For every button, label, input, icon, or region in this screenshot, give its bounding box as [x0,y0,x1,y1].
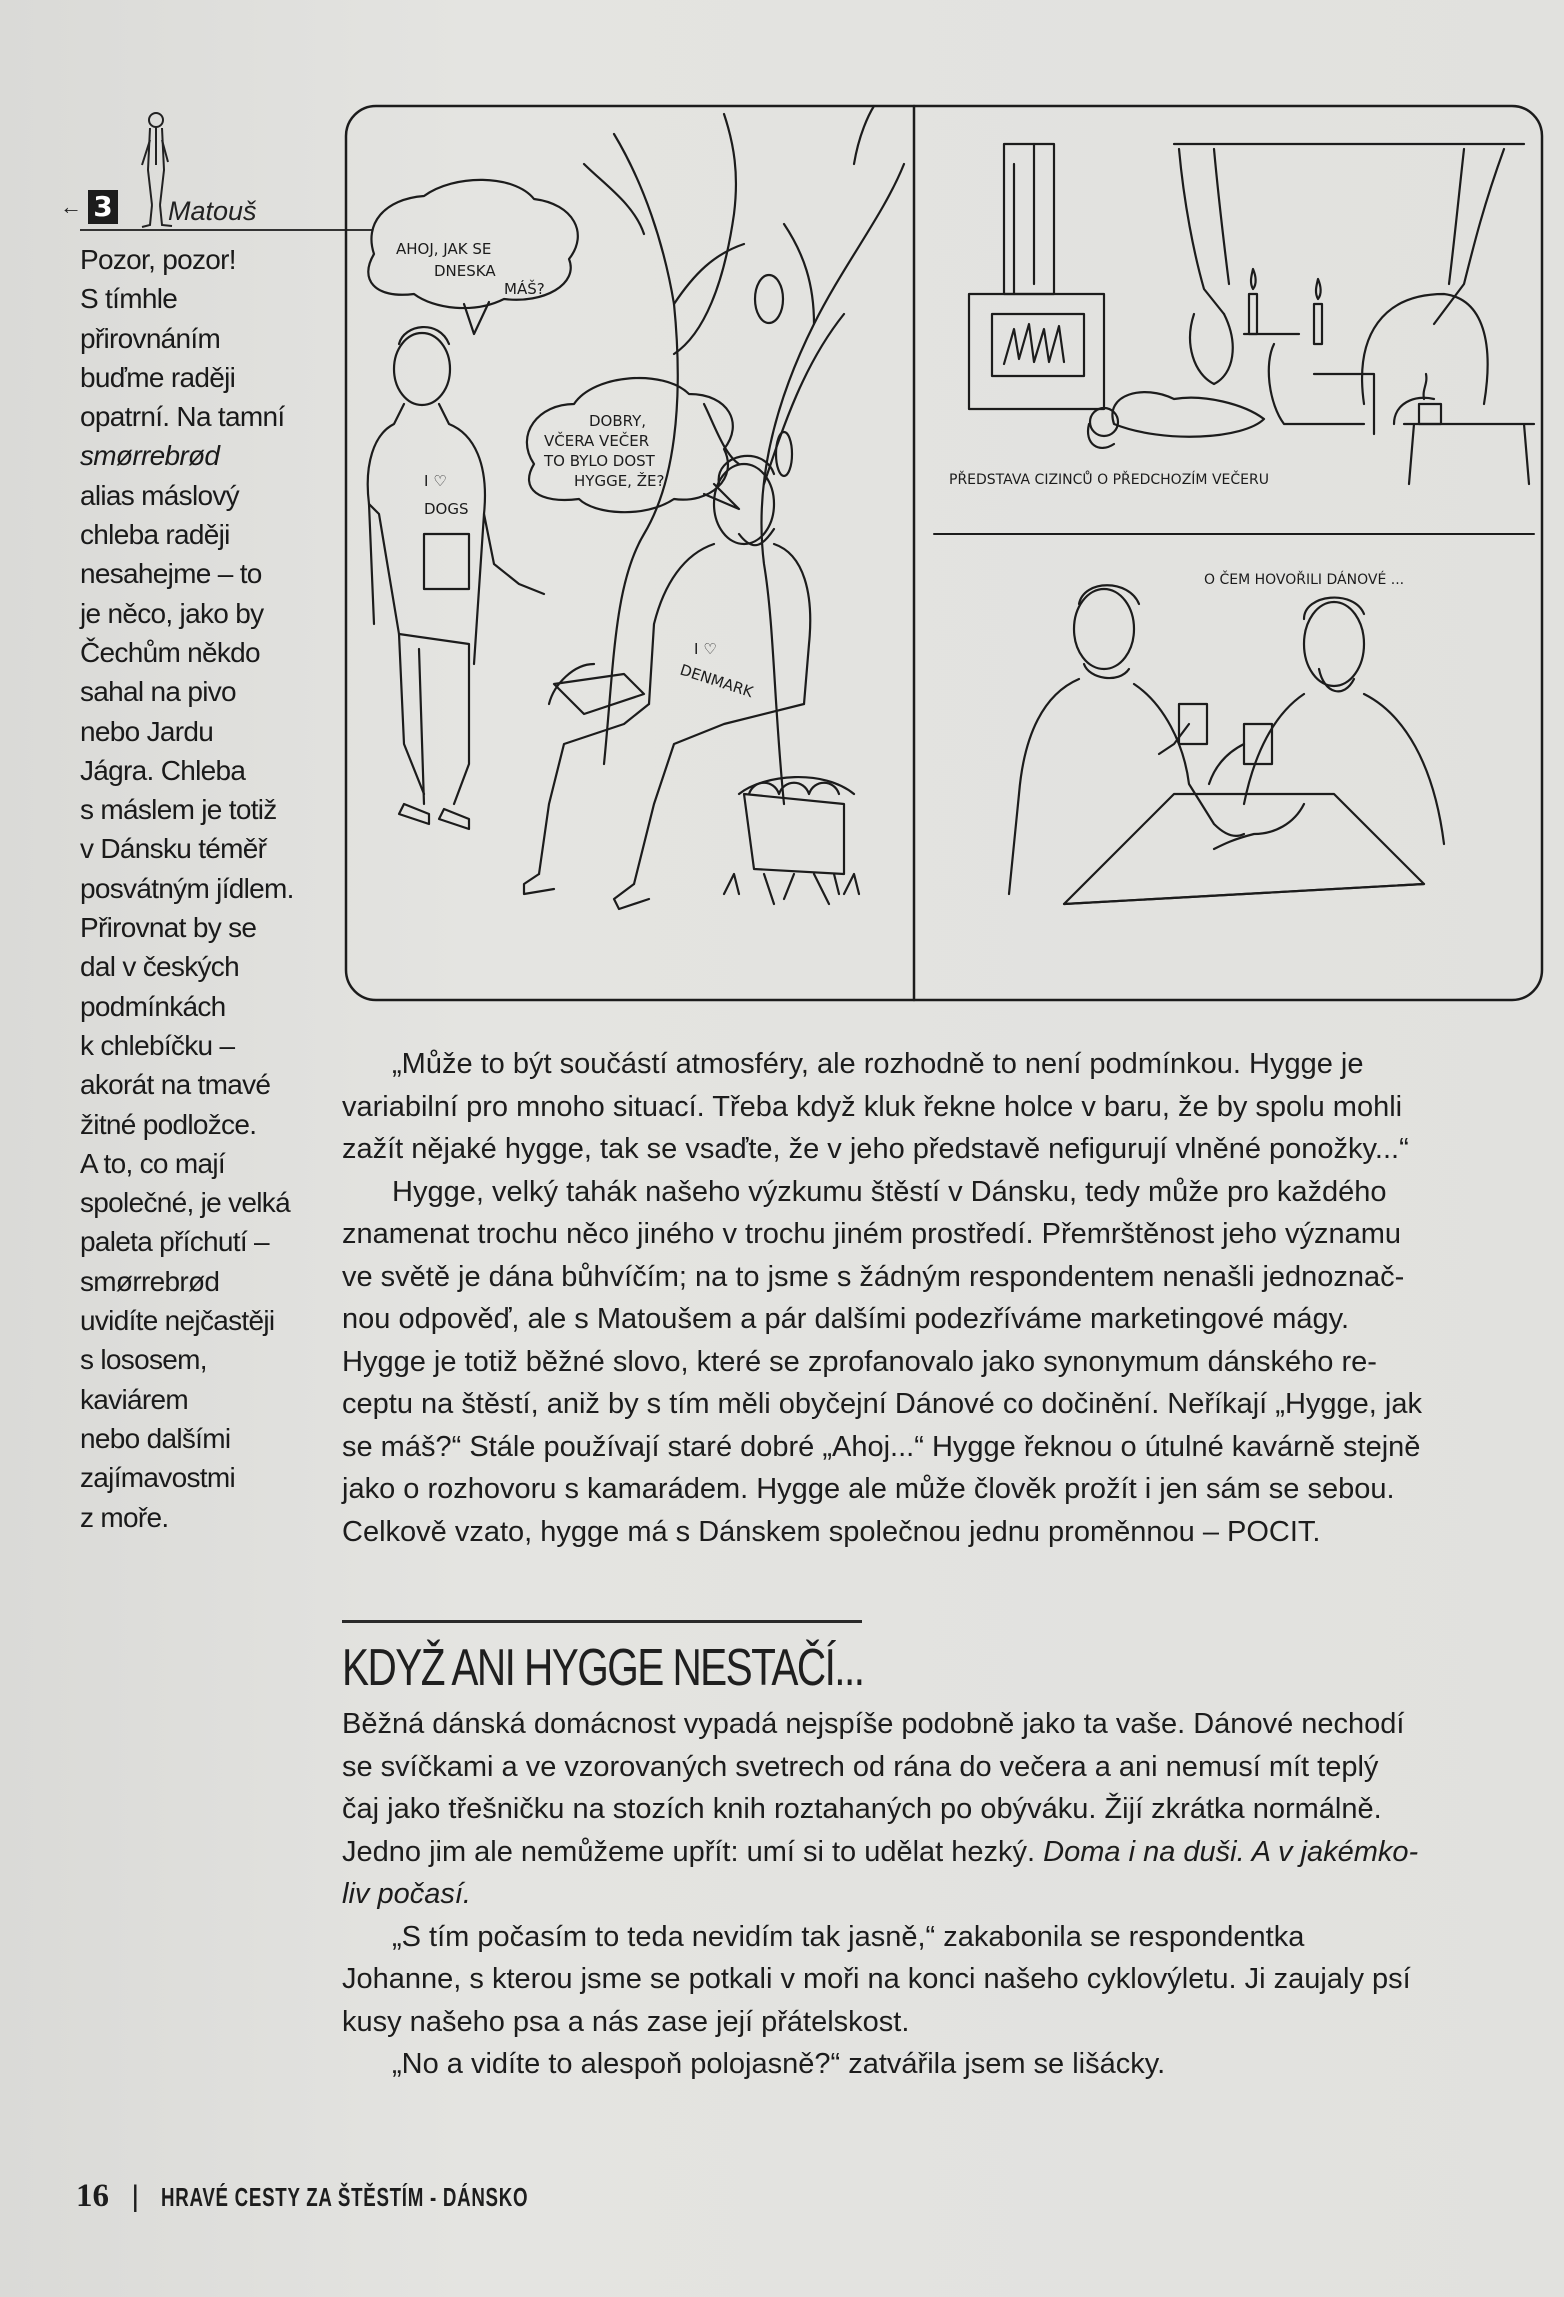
comic-caption-bottom: O ČEM HOVOŘILI DÁNOVÉ ... [1204,572,1405,588]
paragraph-line: variabilní pro mnoho situací. Třeba když kluk řekne holce v baru, že by spolu mohli [342,1090,1403,1123]
paragraph-line: Běžná dánská domácnost vypadá nejspíše podobně jako ta vaše. Dánové nechodí [342,1708,1405,1740]
bubble-right-line: DOBRY, [589,412,647,430]
sidebar-line: opatrní. Na tamní [80,401,285,433]
sidebar-line: společné, je velká [80,1187,290,1219]
sidebar-line: nesahejme – to [80,558,262,590]
paragraph-line: ve světě je dána bůhvíčím; na to jsme s žádným respondentem nenašli jednoznač- [342,1260,1405,1293]
sidebar-line: posvátným jídlem. [80,872,294,904]
paragraph-line [342,1831,1532,1874]
sidebar-header [60,110,320,230]
sidebar-line: k chlebíčku – [80,1029,235,1061]
sidebar-line: sahal na pivo [80,676,236,708]
paragraph-line: se svíčkami a ve vzorovaných svetrech od rána do večera a ani nemusí mít teplý [342,1750,1379,1783]
shirt-left-text: DOGS [424,500,469,518]
shirt-right-text: DENMARK [677,660,756,702]
sidebar-line: A to, co mají [80,1147,225,1179]
paragraph-line: Celkově vzato, hygge má s Dánskem společnou jednu proměnnou – POCIT. [342,1515,1321,1548]
heading-rule [342,1620,862,1623]
sidebar-line: žitné podložce. [80,1108,257,1140]
bubble-left-line: DNESKA [434,262,496,280]
footer-separator: | [131,2180,140,2213]
sidebar-rule [80,229,372,231]
sidebar-line: paleta příchutí – [80,1226,269,1258]
running-title: HRAVÉ CESTY ZA ŠTĚSTÍM - DÁNSKO [161,2182,529,2212]
sidebar-line: smørrebrød [80,1265,220,1297]
comic-illustration [344,104,1544,1004]
paragraph-line: čaj jako třešničku na stozích knih roztahaných po obýváku. Žijí zkrátka normálně. [342,1793,1382,1825]
sidebar-line: kaviárem [80,1383,188,1415]
section-heading: KDYŽ ANI HYGGE NESTAČÍ... [342,1639,864,1697]
paragraph-line: se máš?“ Stále používají staré dobré „Ahoj...“ Hygge řeknou o útulné kavárně stejně [342,1430,1421,1463]
sidebar-line: z moře. [80,1501,169,1533]
sidebar-line: akorát na tmavé [80,1069,271,1101]
paragraph-line: Johanne, s kterou jsme se potkali v moři na konci našeho cyklovýletu. Ji zaujaly psí [342,1963,1411,1995]
sidebar-line: přirovnáním [80,322,221,354]
sidebar-line: s máslem je totiž [80,794,277,826]
comic-caption-top: PŘEDSTAVA CIZINCŮ O PŘEDCHOZÍM VEČERU [949,472,1269,488]
sidebar-line: S tímhle [80,283,178,315]
sidebar-line: v Dánsku téměř [80,833,267,865]
sidebar-line: s lososem, [80,1344,207,1376]
bubble-right-line: VČERA VEČER [544,432,650,450]
sidebar-line: uvidíte nejčastěji [80,1305,275,1337]
sidebar-line: dal v českých [80,951,239,983]
paragraph-line: ceptu na štěstí, aniž by s tím měli obyčejní Dánové co dočinění. Neříkají „Hygge, jak [342,1388,1422,1420]
bubble-right-line: HYGGE, ŽE? [574,472,665,490]
sidebar-note [60,110,320,1533]
paragraph-line: jako o rozhovoru s kamarádem. Hygge ale může člověk prožít i jen sám se sebou. [342,1473,1395,1505]
sidebar-line: Jágra. Chleba [80,754,246,786]
paragraph-line: „No a vidíte to alespoň polojasně?“ zatvářila jsem se lišácky. [392,2048,1166,2080]
bubble-right-line: TO BYLO DOST [544,452,655,470]
paragraph-line: „Může to být součástí atmosféry, ale rozhodně to není podmínkou. Hygge je [392,1048,1364,1080]
paragraph-line: znamenat trochu něco jiného v trochu jiném prostředí. Přemrštěnost jeho významu [342,1218,1402,1250]
page-number: 16 [76,2178,109,2214]
paragraph-fragment-italic: Doma i na duši. A v jakémko- [1043,1835,1419,1868]
sidebar-line: buďme raději [80,361,236,393]
bubble-left-line: AHOJ, JAK SE [396,240,492,258]
paragraph-fragment: Jedno jim ale nemůžeme upřít: umí si to udělat hezký. [342,1835,1044,1868]
sidebar-line: Čechům někdo [80,636,260,668]
paragraph-line: Hygge, velký tahák našeho výzkumu štěstí v Dánsku, tedy může pro každého [392,1175,1387,1208]
paragraph-line: liv počasí. [342,1878,471,1910]
bubble-left-line: MÁŠ? [504,280,545,298]
shirt-left-text: I ♡ [424,472,447,490]
paragraph-line: Hygge je totiž běžné slovo, které se zprofanovalo jako synonymum dánského re- [342,1345,1377,1378]
sidebar-line: nebo dalšími [80,1422,231,1454]
paragraph-line: nou odpověď, ale s Matoušem a pár dalšími podezříváme marketingové mágy. [342,1303,1350,1335]
sidebar-line: Přirovnat by se [80,912,257,944]
sidebar-line: je něco, jako by [80,597,264,629]
sidebar-line: chleba raději [80,519,230,551]
sidebar-line: nebo Jardu [80,715,214,747]
sidebar-line: smørrebrød [80,440,220,472]
paragraph-line: kusy našeho psa a nás zase její přátelskost. [342,2005,910,2038]
paragraph-line: zažít nějaké hygge, tak se vsaďte, že v jeho představě nefigurují vlněné ponožky...“ [342,1133,1409,1165]
sidebar-author-name: Matouš [168,196,257,226]
arrow-left-icon: ← [60,194,82,219]
body-text-block-2 [342,1703,1532,2086]
sidebar-line: alias máslový [80,479,239,511]
sidebar-line: zajímavostmi [80,1462,235,1494]
body-text-block [342,1043,1532,1553]
sidebar-text [80,240,380,1537]
sidebar-number-badge: 3 [88,190,118,224]
shirt-right-text: I ♡ [694,640,717,658]
paragraph-line: „S tím počasím to teda nevidím tak jasně,“ zakabonila se respondentka [392,1920,1305,1953]
sidebar-line: podmínkách [80,990,226,1022]
page-footer [76,2178,672,2215]
sidebar-line: Pozor, pozor! [80,244,236,275]
